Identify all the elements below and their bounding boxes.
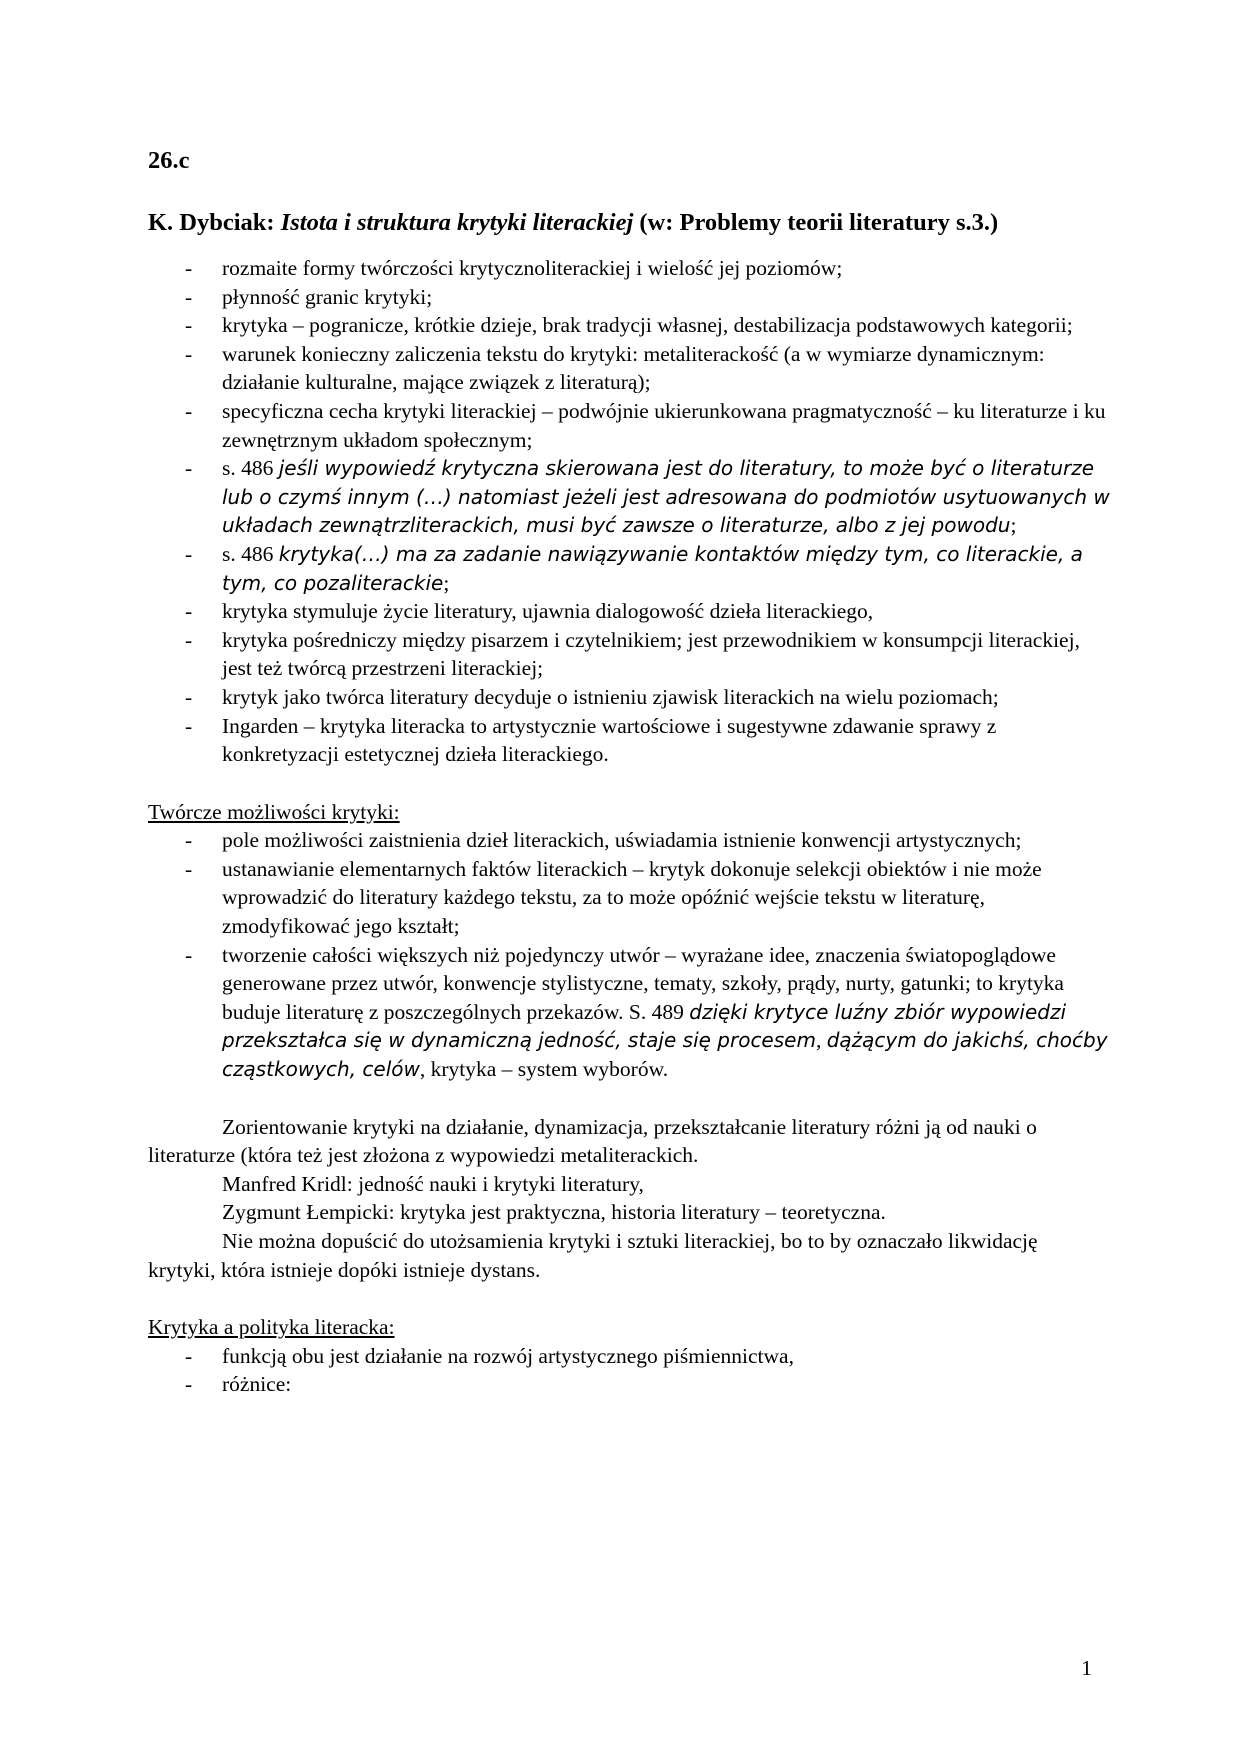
- list-item: - krytyk jako twórca literatury decyduje o istnieniu zjawisk literackich na wielu poziomach;: [222, 683, 1110, 712]
- document-title: [148, 208, 1110, 238]
- list-item: - krytyka – pogranicze, krótkie dzieje, brak tradycji własnej, destabilizacja podstawowych kategorii;: [222, 311, 1110, 340]
- paragraph: Zygmunt Łempicki: krytyka jest praktyczna, historia literatury – teoretyczna.: [222, 1200, 886, 1225]
- quote-page-ref: s. 486: [222, 456, 279, 481]
- list-item: - płynność granic krytyki;: [222, 283, 1110, 312]
- quote-item: [222, 454, 1110, 540]
- list-item: - rozmaite formy twórczości krytycznoliterackiej i wielość jej poziomów;: [222, 254, 1110, 283]
- quote-text: dążącym do jakichś, choćby cząstkowych, celów: [222, 1028, 1108, 1082]
- quote-item: [222, 540, 1110, 597]
- summary-list: [148, 254, 1110, 769]
- quote-separator: ,: [815, 1028, 827, 1053]
- criticism-policy-list: [148, 1342, 1110, 1399]
- body-paragraphs: [148, 1113, 1110, 1285]
- quote-text: dzięki krytyce luźny zbiór wypowiedzi przekształca się w dynamiczną jedność, staje się procesem: [222, 999, 1067, 1053]
- page-number: 1: [1081, 1656, 1092, 1680]
- list-item-tail: , krytyka – system wyborów.: [419, 1057, 669, 1082]
- list-item: - pole możliwości zaistnienia dzieł literackich, uświadamia istnienie konwencji artystycznych;: [222, 826, 1110, 855]
- list-item: - krytyka stymuluje życie literatury, ujawnia dialogowość dzieła literackiego,: [222, 597, 1110, 626]
- title-author: K. Dybciak:: [148, 209, 281, 236]
- quote-suffix: ;: [443, 570, 450, 595]
- quote-page-ref: s. 486: [222, 541, 279, 566]
- list-item: - Ingarden – krytyka literacka to artystycznie wartościowe i sugestywne zdawanie sprawy z konkretyzacji estetycznej dzieła literackiego.: [222, 712, 1110, 769]
- list-item: - warunek konieczny zaliczenia tekstu do krytyki: metaliterackość (a w wymiarze dynamicznym: działanie kulturalne, mające związek z literaturą);: [222, 340, 1110, 397]
- paragraph: Manfred Kridl: jedność nauki i krytyki literatury,: [222, 1171, 644, 1196]
- section-heading-criticism-and-policy: Krytyka a polityka literacka:: [148, 1315, 395, 1340]
- section-number: 26.c: [148, 147, 190, 174]
- section-heading-creative-possibilities: Twórcze możliwości krytyki:: [148, 799, 400, 824]
- list-item: - specyficzna cecha krytyki literackiej – podwójnie ukierunkowana pragmatyczność – ku literaturze i ku zewnętrznym układom społecznym;: [222, 397, 1110, 454]
- list-item: - krytyka pośredniczy między pisarzem i czytelnikiem; jest przewodnikiem w konsumpcji literackiej, jest też twórcą przestrzeni literackiej;: [222, 626, 1110, 683]
- paragraph: Nie można dopuścić do utożsamienia krytyki i sztuki literackiej, bo to by oznaczało likwidację krytyki, która istnieje dopóki istnieje dystans.: [148, 1229, 1038, 1282]
- quote-text: krytyka(…) ma za zadanie nawiązywanie kontaktów między tym, co literackie, a tym, co pozaliterackie: [222, 541, 1083, 595]
- creative-possibilities-list: [148, 826, 1110, 1083]
- list-item: [222, 941, 1110, 1084]
- paragraph: Zorientowanie krytyki na działanie, dynamizacja, przekształcanie literatury różni ją od nauki o literaturze (która też jest złożona z wypowiedzi metaliterackich.: [148, 1114, 1037, 1168]
- title-work: Istota i struktura krytyki literackiej: [280, 209, 634, 236]
- list-item-text: tworzenie całości większych niż pojedynczy utwór – wyrażane idee, znaczenia światopoglądowe generowane przez utwór, konwencje stylistyczne, tematy, szkoły, prądy, nurty, gatunki; to krytyka buduje literaturę z poszczególnych przekazów. S. 489: [222, 942, 1064, 1024]
- list-item: - różnice:: [222, 1370, 1110, 1399]
- title-source: (w: Problemy teorii literatury s.3.): [633, 209, 999, 236]
- quote-suffix: ;: [1010, 513, 1017, 538]
- quote-text: jeśli wypowiedź krytyczna skierowana jest do literatury, to może być o literaturze lub o czymś innym (…) natomiast jeżeli jest adresowana do podmiotów usytuowanych w układach zewnątrzliterackich, musi być zawsze o literaturze, albo z jej powodu: [222, 456, 1110, 538]
- list-item: - ustanawianie elementarnych faktów literackich – krytyk dokonuje selekcji obiektów i nie może wprowadzić do literatury każdego tekstu, za to może opóźnić wejście tekstu w literaturę, zmodyfikować jego kształt;: [222, 855, 1110, 941]
- list-item: - funkcją obu jest działanie na rozwój artystycznego piśmiennictwa,: [222, 1342, 1110, 1371]
